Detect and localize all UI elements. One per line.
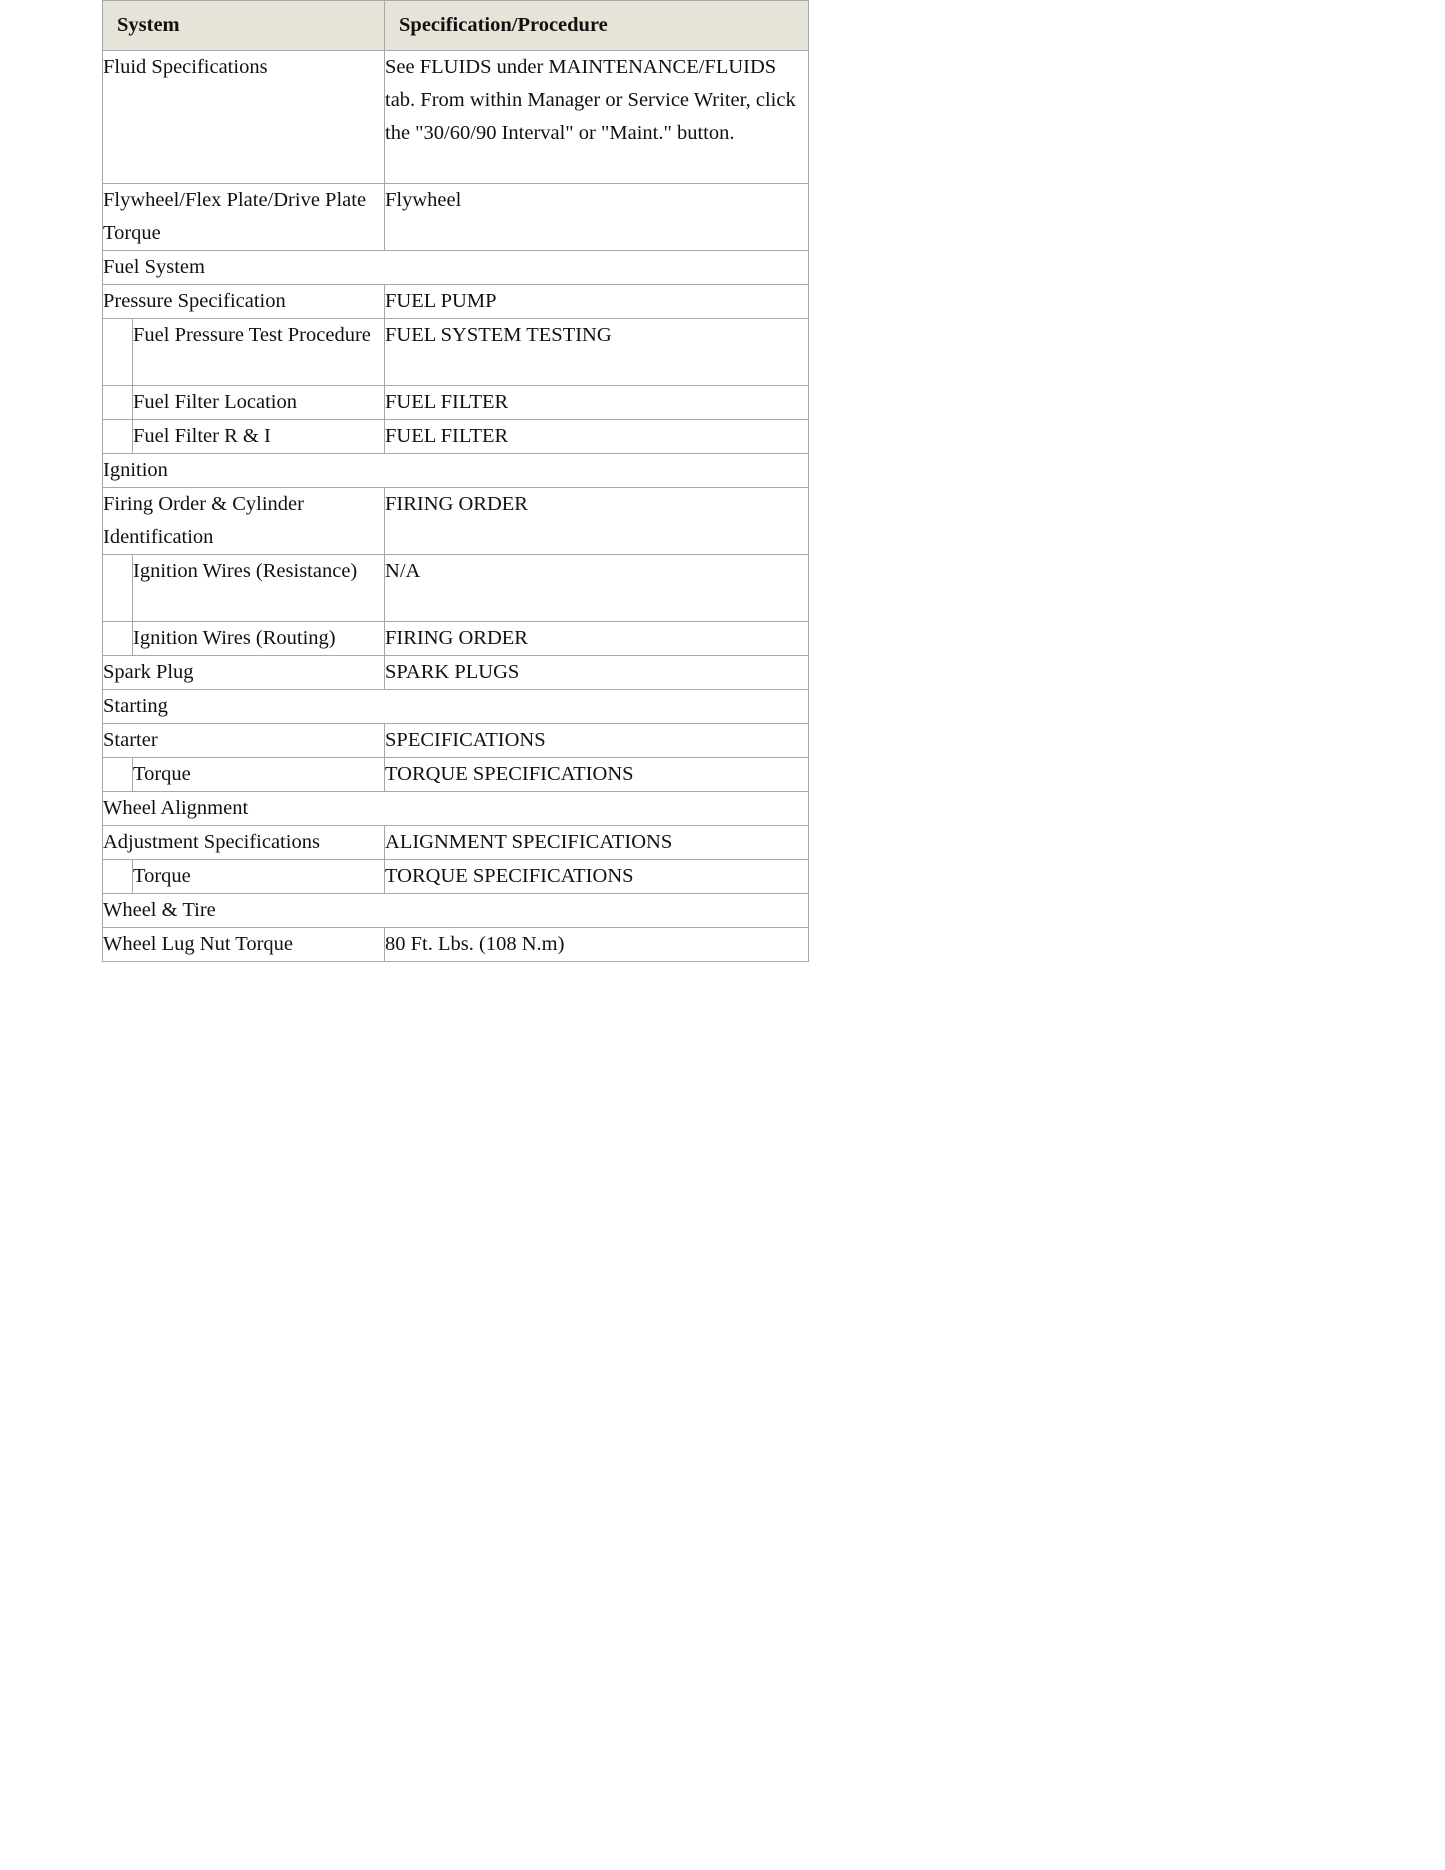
table-row-fuel-pressure-test <box>103 319 809 386</box>
indent-spacer <box>103 555 133 622</box>
table-row-fluid-specifications <box>103 51 809 184</box>
column-header-system: System <box>103 1 385 51</box>
indent-spacer <box>103 758 133 792</box>
spec-cell: SPECIFICATIONS <box>385 724 809 758</box>
section-heading: Starting <box>103 690 809 724</box>
table-row-alignment-torque <box>103 860 809 894</box>
system-cell: Pressure Specification <box>103 285 385 319</box>
spec-cell: ALIGNMENT SPECIFICATIONS <box>385 826 809 860</box>
system-cell: Starter <box>103 724 385 758</box>
table-row-spark-plug <box>103 656 809 690</box>
section-heading: Fuel System <box>103 251 809 285</box>
indent-spacer <box>103 420 133 454</box>
system-cell: Ignition Wires (Resistance) <box>133 555 385 622</box>
section-row-ignition <box>103 454 809 488</box>
section-heading: Ignition <box>103 454 809 488</box>
spec-cell: FIRING ORDER <box>385 622 809 656</box>
system-cell: Flywheel/Flex Plate/Drive Plate Torque <box>103 184 385 251</box>
section-row-fuel-system <box>103 251 809 285</box>
system-cell: Firing Order & Cylinder Identification <box>103 488 385 555</box>
spec-cell: FUEL FILTER <box>385 386 809 420</box>
section-row-starting <box>103 690 809 724</box>
indent-spacer <box>103 860 133 894</box>
spec-cell: See FLUIDS under MAINTENANCE/FLUIDS tab. From within Manager or Service Writer, click the "30/60/90 Interval" or "Maint." button. <box>385 51 809 184</box>
system-cell: Torque <box>133 758 385 792</box>
indent-spacer <box>103 622 133 656</box>
system-cell: Fuel Filter Location <box>133 386 385 420</box>
section-heading: Wheel Alignment <box>103 792 809 826</box>
spec-cell: FUEL FILTER <box>385 420 809 454</box>
system-cell: Torque <box>133 860 385 894</box>
specification-table <box>102 0 809 962</box>
indent-spacer <box>103 386 133 420</box>
table-row-wheel-lug-nut-torque <box>103 928 809 962</box>
table-row-starter <box>103 724 809 758</box>
table-row-adjustment-specifications <box>103 826 809 860</box>
system-cell: Adjustment Specifications <box>103 826 385 860</box>
table-row-flywheel-torque <box>103 184 809 251</box>
spec-cell: FUEL SYSTEM TESTING <box>385 319 809 386</box>
spec-cell: TORQUE SPECIFICATIONS <box>385 860 809 894</box>
table-row-fuel-filter-ri <box>103 420 809 454</box>
system-cell: Fuel Pressure Test Procedure <box>133 319 385 386</box>
table-row-firing-order <box>103 488 809 555</box>
system-cell: Fuel Filter R & I <box>133 420 385 454</box>
spec-cell: Flywheel <box>385 184 809 251</box>
table-row-ignition-wires-resistance <box>103 555 809 622</box>
system-cell: Wheel Lug Nut Torque <box>103 928 385 962</box>
spec-cell: FUEL PUMP <box>385 285 809 319</box>
table-row-starter-torque <box>103 758 809 792</box>
section-row-wheel-alignment <box>103 792 809 826</box>
indent-spacer <box>103 319 133 386</box>
table-row-pressure-specification <box>103 285 809 319</box>
column-header-spec: Specification/Procedure <box>385 1 809 51</box>
system-cell: Ignition Wires (Routing) <box>133 622 385 656</box>
table-header-row <box>103 1 809 51</box>
section-row-wheel-tire <box>103 894 809 928</box>
spec-cell: N/A <box>385 555 809 622</box>
table-row-ignition-wires-routing <box>103 622 809 656</box>
spec-cell: TORQUE SPECIFICATIONS <box>385 758 809 792</box>
spec-cell: FIRING ORDER <box>385 488 809 555</box>
system-cell: Spark Plug <box>103 656 385 690</box>
spec-cell: 80 Ft. Lbs. (108 N.m) <box>385 928 809 962</box>
spec-cell: SPARK PLUGS <box>385 656 809 690</box>
section-heading: Wheel & Tire <box>103 894 809 928</box>
system-cell: Fluid Specifications <box>103 51 385 184</box>
table-row-fuel-filter-location <box>103 386 809 420</box>
